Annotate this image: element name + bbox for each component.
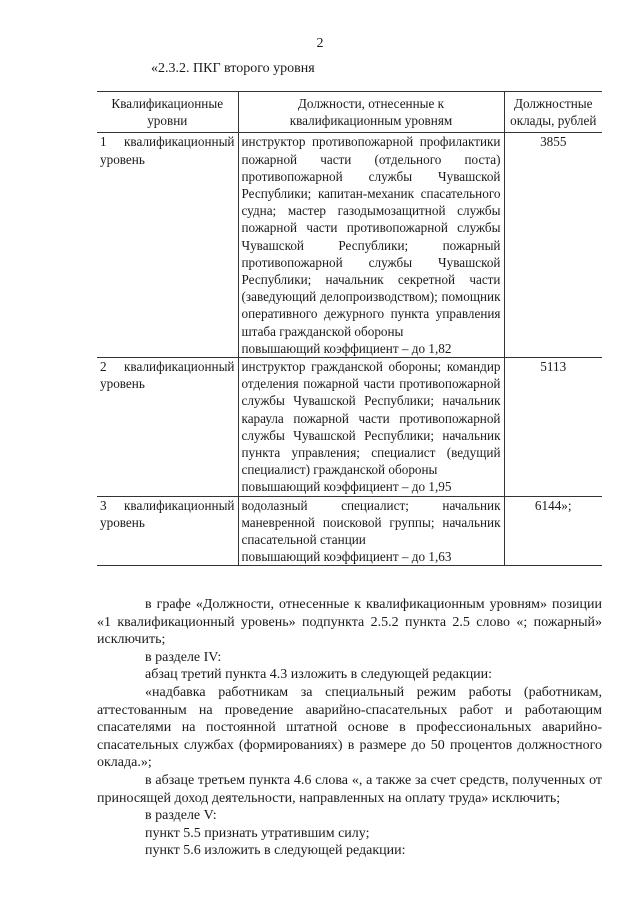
paragraph: в графе «Должности, отнесенные к квалификационным уровням» позиции «1 квалификационный уровень» подпункта 2.5.2 пункта 2.5 слово «; пожарный» исключить;: [97, 597, 602, 648]
paragraph: в абзаце третьем пункта 4.6 слова «, а также за счет средств, полученных от приносящей доход деятельности, направленных на оплату труда» исключить;: [97, 772, 602, 806]
level-cell: 1 квалификационный уровень: [97, 133, 238, 358]
positions-text: инструктор гражданской обороны; командир отделения пожарной части противопожарной службы Чувашской Республики; начальник караула пожарной части противопожарной службы Чувашской Республики; начальник пункта управления; специалист (ведущий специалист) гражданской обороны: [241, 359, 501, 478]
positions-cell: [238, 496, 504, 566]
positions-text: инструктор противопожарной профилактики пожарной части (отдельного поста) противопожарной службы Чувашской Республики; капитан-механик спасательного судна; мастер газодымозащитной службы пожарной части противопожарной службы Чувашской Республики; пожарный противопожарной службы Чувашской Республики; начальник секретной части (заведующий делопроизводством); помощник оперативного дежурного пункта управления штаба гражданской обороны: [241, 134, 501, 339]
header-qualification-levels: Квалификационные уровни: [97, 92, 238, 133]
paragraph: в разделе IV:: [145, 649, 222, 665]
coefficient-text: повышающий коэффициент – до 1,95: [241, 479, 452, 495]
header-salaries: Должностные оклады, рублей: [504, 92, 602, 133]
paragraph: абзац третий пункта 4.3 изложить в следующей редакции:: [145, 667, 493, 683]
table-row: [97, 133, 602, 358]
table-header-row: [97, 92, 602, 133]
paragraph: в разделе V:: [145, 808, 217, 824]
salary-cell: 3855: [504, 133, 602, 358]
section-title: «2.3.2. ПКГ второго уровня: [151, 61, 315, 76]
salary-cell: 6144»;: [504, 496, 602, 566]
header-positions: Должности, отнесенные к квалификационным уровням: [238, 92, 504, 133]
positions-text: водолазный специалист; начальник маневренной поисковой группы; начальник спасательной станции: [241, 497, 501, 548]
page-number: 2: [316, 36, 324, 51]
table-row: [97, 496, 602, 566]
coefficient-text: повышающий коэффициент – до 1,63: [241, 549, 452, 565]
salary-cell: 5113: [504, 358, 602, 497]
level-cell: 3 квалификационный уровень: [97, 496, 238, 566]
paragraph: «надбавка работникам за специальный режим работы (работникам, аттестованным на проведение аварийно-спасательных работ и работающим спасателями на постоянной штатной основе в профессиональных аварийно-спасательных службах (формированиях) в размере до 50 процентов должностного оклада.»;: [97, 684, 602, 771]
level-cell: 2 квалификационный уровень: [97, 358, 238, 497]
qualification-table: [97, 91, 602, 566]
paragraph: пункт 5.5 признать утратившим силу;: [145, 825, 370, 841]
positions-cell: [238, 133, 504, 358]
paragraph: пункт 5.6 изложить в следующей редакции:: [145, 843, 406, 859]
body-text: [97, 596, 602, 860]
table-row: [97, 358, 602, 497]
coefficient-text: повышающий коэффициент – до 1,82: [241, 340, 452, 356]
positions-cell: [238, 358, 504, 497]
